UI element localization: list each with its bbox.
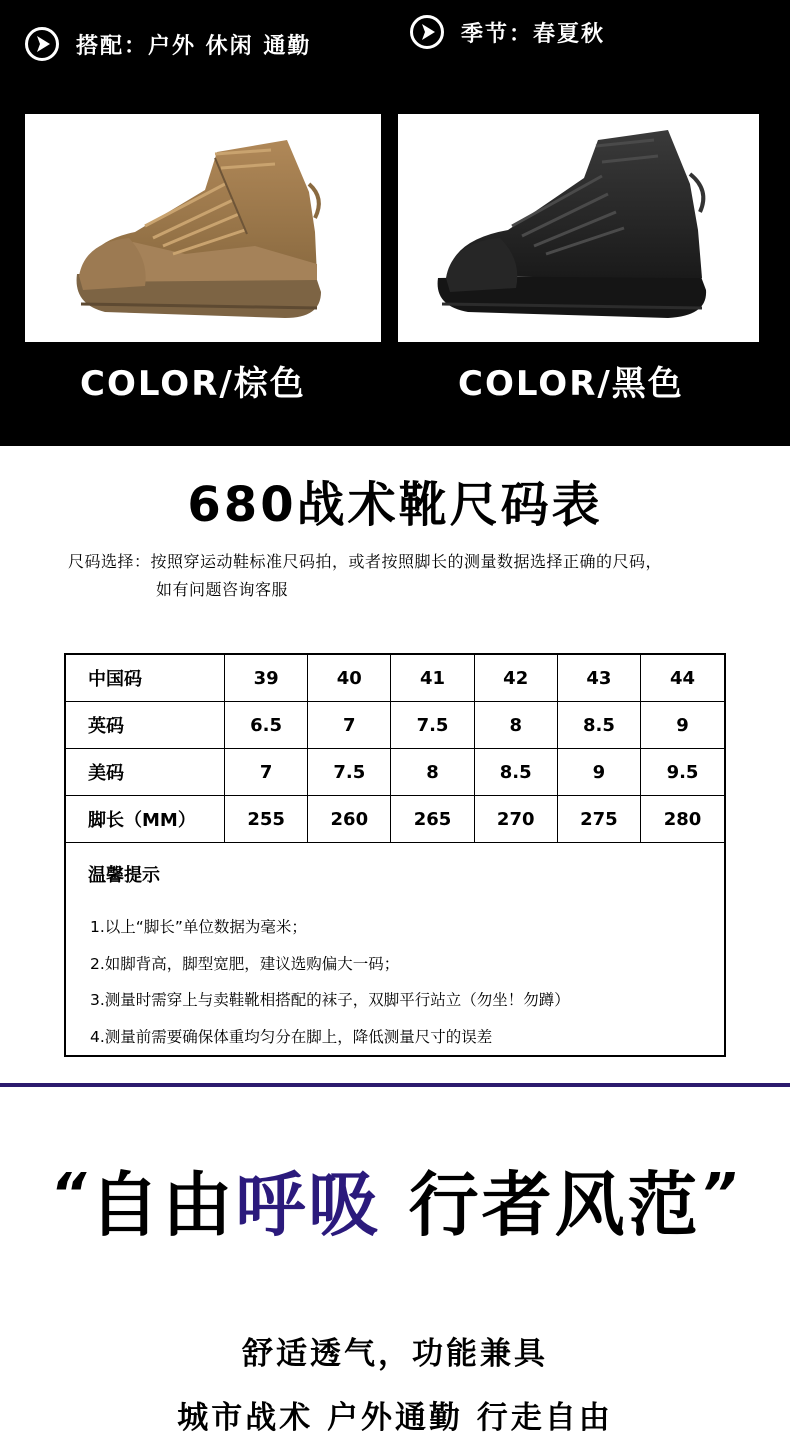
- tip-item: 1.以上“脚长”单位数据为毫米；: [90, 918, 307, 936]
- table-cell: 39: [225, 654, 308, 702]
- tip-item: 3.测量时需穿上与卖鞋靴相搭配的袜子，双脚平行站立（勿坐！勿蹲）: [90, 991, 570, 1009]
- table-cell: 8: [391, 749, 474, 796]
- tips-row: [65, 843, 725, 1057]
- color-label-black: COLOR/黑色: [458, 364, 684, 404]
- table-cell: 7: [225, 749, 308, 796]
- slogan: [0, 1160, 790, 1250]
- slogan-sub1: 舒适透气，功能兼具: [242, 1336, 548, 1372]
- match-tag-text: 搭配：户外 休闲 通勤: [76, 33, 312, 59]
- table-cell: 9.5: [641, 749, 725, 796]
- size-note-line1: 尺码选择：按照穿运动鞋标准尺码拍，或者按照脚长的测量数据选择正确的尺码，: [68, 552, 663, 571]
- slogan-part1: 自由: [89, 1164, 236, 1246]
- play-circle-icon: [409, 14, 445, 50]
- table-row: [65, 702, 725, 749]
- season-tag: [409, 12, 605, 52]
- table-cell: 7.5: [391, 702, 474, 749]
- table-cell: 7: [308, 702, 391, 749]
- size-note-line2: 如有问题咨询客服: [156, 580, 289, 599]
- table-cell: 275: [557, 796, 640, 843]
- open-quote: “: [50, 1162, 90, 1227]
- close-quote: ”: [700, 1162, 740, 1227]
- table-row: [65, 654, 725, 702]
- play-circle-icon: [24, 26, 60, 62]
- table-cell: 280: [641, 796, 725, 843]
- slogan-accent: 呼吸: [235, 1164, 382, 1246]
- tips-title: 温馨提示: [88, 865, 160, 886]
- row-label: 中国码: [65, 654, 225, 702]
- row-label: 美码: [65, 749, 225, 796]
- table-cell: 43: [557, 654, 640, 702]
- table-cell: 41: [391, 654, 474, 702]
- row-label: 英码: [65, 702, 225, 749]
- table-cell: 9: [641, 702, 725, 749]
- size-table: [64, 653, 726, 1057]
- table-cell: 8: [474, 702, 557, 749]
- table-cell: 260: [308, 796, 391, 843]
- tip-item: 4.测量前需要确保体重均匀分在脚上，降低测量尺寸的误差: [90, 1027, 493, 1046]
- table-cell: 265: [391, 796, 474, 843]
- table-row: [65, 749, 725, 796]
- tip-item: 2.如脚背高，脚型宽肥，建议选购偏大一码；: [90, 954, 400, 973]
- table-cell: 9: [557, 749, 640, 796]
- table-row: [65, 796, 725, 843]
- season-tag-text: 季节：春夏秋: [461, 21, 606, 47]
- section-divider: [0, 1083, 790, 1087]
- top-banner: [0, 0, 790, 446]
- size-chart-title: 680战术靴尺码表: [187, 477, 603, 533]
- table-cell: 255: [225, 796, 308, 843]
- tips-cell: [65, 843, 725, 1057]
- table-cell: 7.5: [308, 749, 391, 796]
- match-tag: [24, 24, 311, 64]
- tips-list: [90, 909, 724, 1055]
- table-cell: 270: [474, 796, 557, 843]
- table-cell: 40: [308, 654, 391, 702]
- table-cell: 8.5: [557, 702, 640, 749]
- black-boot-image: [398, 114, 759, 342]
- table-cell: 8.5: [474, 749, 557, 796]
- brown-boot-photo: [25, 114, 381, 342]
- size-note: [68, 548, 662, 604]
- table-cell: 42: [474, 654, 557, 702]
- row-label: 脚长（MM）: [65, 796, 225, 843]
- table-cell: 44: [641, 654, 725, 702]
- black-boot-photo: [398, 114, 759, 342]
- table-cell: 6.5: [225, 702, 308, 749]
- color-label-brown: COLOR/棕色: [80, 364, 306, 404]
- slogan-sub2: 城市战术 户外通勤 行走自由: [177, 1400, 613, 1436]
- brown-boot-image: [25, 114, 381, 342]
- slogan-part2: 行者风范: [381, 1164, 701, 1246]
